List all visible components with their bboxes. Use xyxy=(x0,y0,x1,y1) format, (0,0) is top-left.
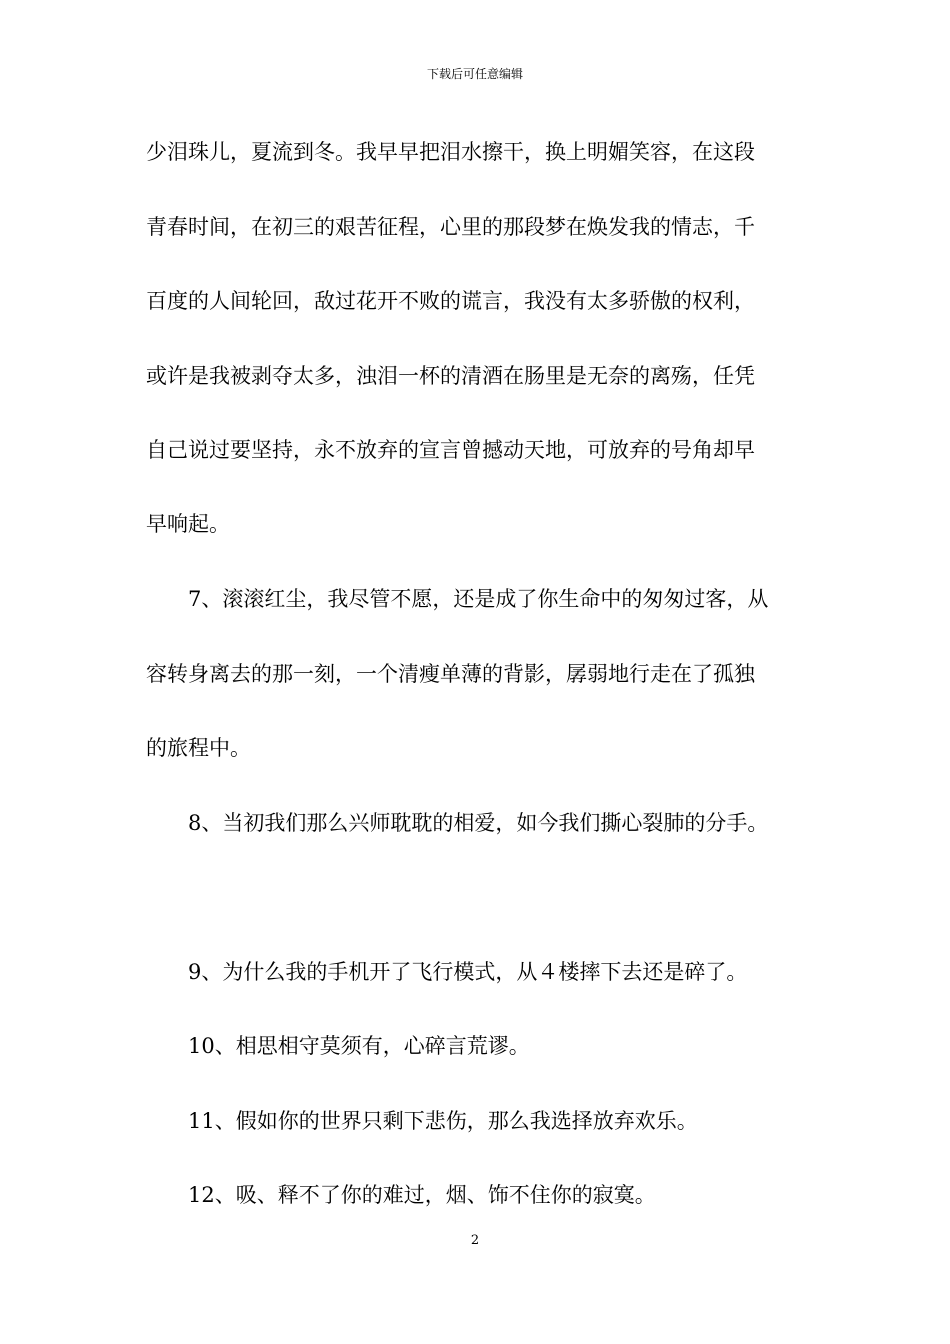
body-line: 12、吸、释不了你的难过，烟、饰不住你的寂寞。 xyxy=(188,1183,656,1207)
page-number: 2 xyxy=(470,1233,480,1248)
header-note: 下载后可任意编辑 xyxy=(426,67,523,81)
body-line: 7、滚滚红尘，我尽管不愿，还是成了你生命中的匆匆过客，从 xyxy=(188,587,769,611)
body-line: 百度的人间轮回，敌过花开不败的谎言，我没有太多骄傲的权利， xyxy=(146,289,755,313)
body-line: 自己说过要坚持，永不放弃的宣言曾撼动天地，可放弃的号角却早 xyxy=(146,438,755,462)
body-line: 或许是我被剥夺太多，浊泪一杯的清酒在肠里是无奈的离殇，任凭 xyxy=(146,364,755,388)
body-line: 9、为什么我的手机开了飞行模式，从４楼摔下去还是碎了。 xyxy=(188,960,748,984)
body-line: 青春时间，在初三的艰苦征程，心里的那段梦在焕发我的情志，千 xyxy=(146,215,755,239)
body-line: 的旅程中。 xyxy=(146,736,251,760)
body-line: 11、假如你的世界只剩下悲伤，那么我选择放弃欢乐。 xyxy=(188,1109,698,1133)
body-line: 少泪珠儿，夏流到冬。我早早把泪水擦干，换上明媚笑容，在这段 xyxy=(146,140,755,164)
body-line: 早响起。 xyxy=(146,512,230,536)
body-line: 8、当初我们那么兴师耽耽的相爱，如今我们撕心裂肺的分手。 xyxy=(188,811,769,835)
body-line: 10、相思相守莫须有，心碎言荒谬。 xyxy=(188,1034,530,1058)
body-line: 容转身离去的那一刻，一个清瘦单薄的背影，孱弱地行走在了孤独 xyxy=(146,662,755,686)
